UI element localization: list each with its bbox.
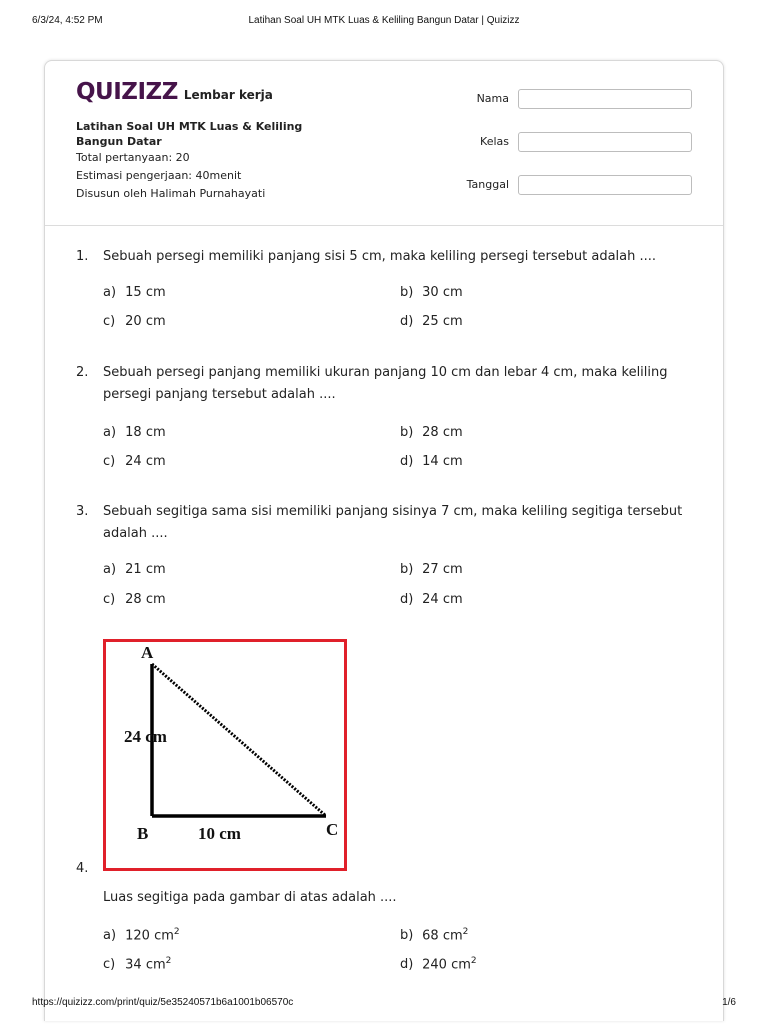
option-text: 25 cm xyxy=(422,314,463,329)
option-c xyxy=(103,454,166,469)
option-text: 240 cm xyxy=(422,957,471,973)
option-c xyxy=(103,314,166,329)
option-d xyxy=(400,592,463,607)
option-text: 24 cm xyxy=(125,454,166,469)
height-label: 24 cm xyxy=(124,727,167,746)
option-d xyxy=(400,956,477,972)
option-a xyxy=(103,425,166,440)
option-text: 14 cm xyxy=(422,454,463,469)
option-text: 21 cm xyxy=(125,562,166,577)
option-a xyxy=(103,562,166,577)
option-letter: d) xyxy=(400,454,414,469)
print-url[interactable]: https://quizizz.com/print/quiz/5e35240571b6a1001b06570c xyxy=(32,997,294,1008)
option-text: 120 cm xyxy=(125,928,174,944)
option-letter: d) xyxy=(400,592,414,607)
option-letter: c) xyxy=(103,957,116,973)
option-letter: c) xyxy=(103,454,116,469)
question-number: 3. xyxy=(76,504,89,519)
question-text: Sebuah segitiga sama sisi memiliki panjang sisinya 7 cm, maka keliling segitiga tersebut adalah .... xyxy=(103,504,683,541)
option-letter: c) xyxy=(103,314,116,329)
option-text: 28 cm xyxy=(422,425,463,440)
question-number: 4. xyxy=(76,861,89,876)
option-c xyxy=(103,956,171,972)
option-text: 15 cm xyxy=(125,285,166,300)
vertex-b-label: B xyxy=(137,824,149,843)
option-letter: a) xyxy=(103,285,117,300)
total-questions: Total pertanyaan: 20 xyxy=(76,151,190,164)
side-ac xyxy=(152,664,326,816)
option-letter: b) xyxy=(400,928,414,944)
quiz-title: Latihan Soal UH MTK Luas & Keliling Bangun Datar xyxy=(76,120,303,148)
option-letter: a) xyxy=(103,425,117,440)
unit-exponent: 2 xyxy=(165,956,172,966)
question-text: Sebuah persegi memiliki panjang sisi 5 cm, maka keliling persegi tersebut adalah .... xyxy=(103,249,657,264)
question-number: 2. xyxy=(76,365,89,380)
class-label: Kelas xyxy=(480,135,509,148)
date-label: Tanggal xyxy=(466,178,509,191)
option-letter: b) xyxy=(400,562,414,577)
option-text: 20 cm xyxy=(125,314,166,329)
option-letter: b) xyxy=(400,285,414,300)
option-d xyxy=(400,454,463,469)
question-text: Luas segitiga pada gambar di atas adalah .... xyxy=(103,890,397,905)
option-text: 34 cm xyxy=(125,957,166,973)
option-a xyxy=(103,285,166,300)
unit-exponent: 2 xyxy=(173,927,180,937)
option-d xyxy=(400,314,463,329)
option-letter: d) xyxy=(400,314,414,329)
print-datetime: 6/3/24, 4:52 PM xyxy=(32,15,103,26)
option-b xyxy=(400,927,468,943)
date-field[interactable] xyxy=(518,175,692,195)
name-label: Nama xyxy=(476,92,509,105)
option-letter: b) xyxy=(400,425,414,440)
quizizz-logo: QUIZIZZ xyxy=(76,79,178,105)
option-letter: a) xyxy=(103,562,117,577)
option-text: 24 cm xyxy=(422,592,463,607)
option-letter: a) xyxy=(103,928,117,944)
vertex-c-label: C xyxy=(326,820,339,839)
option-text: 68 cm xyxy=(422,928,463,944)
unit-exponent: 2 xyxy=(470,956,477,966)
print-page-title: Latihan Soal UH MTK Luas & Keliling Bangun Datar | Quizizz xyxy=(248,15,520,26)
option-b xyxy=(400,285,463,300)
triangle-figure xyxy=(103,639,347,871)
triangle-diagram xyxy=(106,642,344,868)
question-number: 1. xyxy=(76,249,89,264)
option-text: 18 cm xyxy=(125,425,166,440)
print-page-number: 1/6 xyxy=(722,997,736,1008)
option-letter: d) xyxy=(400,957,414,973)
option-letter: c) xyxy=(103,592,116,607)
option-c xyxy=(103,592,166,607)
option-b xyxy=(400,425,463,440)
option-text: 27 cm xyxy=(422,562,463,577)
unit-exponent: 2 xyxy=(462,927,469,937)
question-text: Sebuah persegi panjang memiliki ukuran panjang 10 cm dan lebar 4 cm, maka keliling persegi panjang tersebut adalah .... xyxy=(103,365,668,402)
option-b xyxy=(400,562,463,577)
worksheet xyxy=(44,60,724,1021)
brand xyxy=(76,79,273,105)
option-a xyxy=(103,927,180,943)
base-label: 10 cm xyxy=(198,824,241,843)
class-field[interactable] xyxy=(518,132,692,152)
option-text: 28 cm xyxy=(125,592,166,607)
worksheet-tag: Lembar kerja xyxy=(183,88,273,102)
worksheet-header xyxy=(45,61,723,226)
author: Disusun oleh Halimah Purnahayati xyxy=(76,187,266,200)
name-field[interactable] xyxy=(518,89,692,109)
option-text: 30 cm xyxy=(422,285,463,300)
vertex-a-label: A xyxy=(141,643,154,662)
estimated-time: Estimasi pengerjaan: 40menit xyxy=(76,169,242,182)
